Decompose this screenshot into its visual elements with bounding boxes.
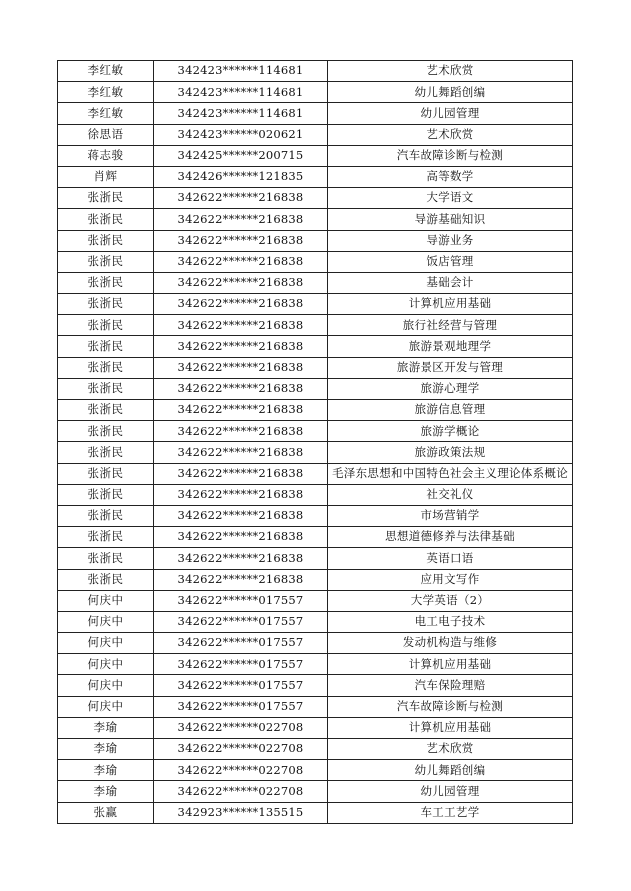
table-row	[58, 739, 573, 760]
name-cell: 张浙民	[58, 484, 154, 505]
course-cell: 高等数学	[328, 166, 573, 187]
table-row	[58, 166, 573, 187]
name-cell: 张赢	[58, 802, 154, 823]
id-number-cell: 342622******017557	[154, 611, 328, 632]
course-cell: 艺术欣赏	[328, 124, 573, 145]
id-number-cell: 342622******017557	[154, 696, 328, 717]
name-cell: 张浙民	[58, 209, 154, 230]
course-cell: 基础会计	[328, 272, 573, 293]
course-cell: 幼儿舞蹈创编	[328, 760, 573, 781]
name-cell: 张浙民	[58, 442, 154, 463]
id-number-cell: 342622******216838	[154, 209, 328, 230]
course-cell: 英语口语	[328, 548, 573, 569]
name-cell: 张浙民	[58, 336, 154, 357]
id-number-cell: 342622******216838	[154, 378, 328, 399]
table-row	[58, 505, 573, 526]
id-number-cell: 342622******022708	[154, 717, 328, 738]
id-number-cell: 342622******216838	[154, 400, 328, 421]
id-number-cell: 342423******114681	[154, 103, 328, 124]
table-row	[58, 633, 573, 654]
course-cell: 导游业务	[328, 230, 573, 251]
table-row	[58, 400, 573, 421]
table-row	[58, 251, 573, 272]
id-number-cell: 342622******216838	[154, 484, 328, 505]
table-row	[58, 527, 573, 548]
course-cell: 汽车故障诊断与检测	[328, 696, 573, 717]
id-number-cell: 342622******022708	[154, 760, 328, 781]
table-row	[58, 209, 573, 230]
course-cell: 旅游心理学	[328, 378, 573, 399]
name-cell: 张浙民	[58, 505, 154, 526]
course-cell: 幼儿园管理	[328, 103, 573, 124]
id-number-cell: 342622******216838	[154, 442, 328, 463]
table-row	[58, 145, 573, 166]
name-cell: 张浙民	[58, 357, 154, 378]
course-cell: 旅游景区开发与管理	[328, 357, 573, 378]
name-cell: 张浙民	[58, 251, 154, 272]
id-number-cell: 342622******216838	[154, 230, 328, 251]
table-row	[58, 272, 573, 293]
table-row	[58, 188, 573, 209]
records-table	[57, 60, 573, 824]
id-number-cell: 342423******114681	[154, 82, 328, 103]
course-cell: 饭店管理	[328, 251, 573, 272]
table-row	[58, 802, 573, 823]
table-row	[58, 654, 573, 675]
course-cell: 毛泽东思想和中国特色社会主义理论体系概论	[328, 463, 573, 484]
id-number-cell: 342923******135515	[154, 802, 328, 823]
name-cell: 肖辉	[58, 166, 154, 187]
id-number-cell: 342622******216838	[154, 188, 328, 209]
table-row	[58, 675, 573, 696]
id-number-cell: 342622******216838	[154, 548, 328, 569]
id-number-cell: 342622******017557	[154, 633, 328, 654]
table-row	[58, 696, 573, 717]
table-row	[58, 336, 573, 357]
name-cell: 张浙民	[58, 294, 154, 315]
table-row	[58, 548, 573, 569]
name-cell: 李瑜	[58, 739, 154, 760]
records-table-body	[58, 61, 573, 824]
name-cell: 张浙民	[58, 378, 154, 399]
name-cell: 张浙民	[58, 188, 154, 209]
table-row	[58, 82, 573, 103]
name-cell: 张浙民	[58, 527, 154, 548]
course-cell: 社交礼仪	[328, 484, 573, 505]
course-cell: 导游基础知识	[328, 209, 573, 230]
name-cell: 张浙民	[58, 421, 154, 442]
name-cell: 张浙民	[58, 315, 154, 336]
table-row	[58, 421, 573, 442]
course-cell: 旅游信息管理	[328, 400, 573, 421]
course-cell: 艺术欣赏	[328, 61, 573, 82]
table-row	[58, 717, 573, 738]
course-cell: 汽车保险理赔	[328, 675, 573, 696]
name-cell: 何庆中	[58, 696, 154, 717]
course-cell: 思想道德修养与法律基础	[328, 527, 573, 548]
course-cell: 市场营销学	[328, 505, 573, 526]
course-cell: 应用文写作	[328, 569, 573, 590]
course-cell: 电工电子技术	[328, 611, 573, 632]
id-number-cell: 342622******216838	[154, 272, 328, 293]
course-cell: 艺术欣赏	[328, 739, 573, 760]
course-cell: 幼儿舞蹈创编	[328, 82, 573, 103]
table-row	[58, 484, 573, 505]
table-row	[58, 103, 573, 124]
course-cell: 旅游政策法规	[328, 442, 573, 463]
table-row	[58, 315, 573, 336]
id-number-cell: 342622******216838	[154, 505, 328, 526]
id-number-cell: 342622******216838	[154, 421, 328, 442]
name-cell: 徐思语	[58, 124, 154, 145]
course-cell: 计算机应用基础	[328, 717, 573, 738]
id-number-cell: 342426******121835	[154, 166, 328, 187]
id-number-cell: 342423******114681	[154, 61, 328, 82]
table-row	[58, 781, 573, 802]
table-row	[58, 590, 573, 611]
name-cell: 李瑜	[58, 781, 154, 802]
id-number-cell: 342622******216838	[154, 357, 328, 378]
table-row	[58, 378, 573, 399]
name-cell: 张浙民	[58, 400, 154, 421]
id-number-cell: 342425******200715	[154, 145, 328, 166]
id-number-cell: 342622******216838	[154, 336, 328, 357]
name-cell: 张浙民	[58, 548, 154, 569]
id-number-cell: 342622******216838	[154, 294, 328, 315]
table-row	[58, 357, 573, 378]
id-number-cell: 342622******017557	[154, 675, 328, 696]
course-cell: 幼儿园管理	[328, 781, 573, 802]
table-row	[58, 760, 573, 781]
id-number-cell: 342622******017557	[154, 590, 328, 611]
name-cell: 李瑜	[58, 760, 154, 781]
name-cell: 何庆中	[58, 611, 154, 632]
course-cell: 车工工艺学	[328, 802, 573, 823]
id-number-cell: 342622******216838	[154, 527, 328, 548]
id-number-cell: 342622******216838	[154, 315, 328, 336]
table-row	[58, 61, 573, 82]
table-row	[58, 611, 573, 632]
name-cell: 何庆中	[58, 633, 154, 654]
name-cell: 蒋志骏	[58, 145, 154, 166]
name-cell: 李红敏	[58, 82, 154, 103]
name-cell: 张浙民	[58, 272, 154, 293]
course-cell: 汽车故障诊断与检测	[328, 145, 573, 166]
id-number-cell: 342423******020621	[154, 124, 328, 145]
id-number-cell: 342622******022708	[154, 739, 328, 760]
id-number-cell: 342622******216838	[154, 463, 328, 484]
course-cell: 旅游景观地理学	[328, 336, 573, 357]
course-cell: 发动机构造与维修	[328, 633, 573, 654]
course-cell: 旅行社经营与管理	[328, 315, 573, 336]
id-number-cell: 342622******216838	[154, 569, 328, 590]
name-cell: 张浙民	[58, 230, 154, 251]
table-row	[58, 569, 573, 590]
name-cell: 李瑜	[58, 717, 154, 738]
table-row	[58, 294, 573, 315]
table-row	[58, 124, 573, 145]
course-cell: 大学语文	[328, 188, 573, 209]
name-cell: 张浙民	[58, 569, 154, 590]
name-cell: 何庆中	[58, 675, 154, 696]
name-cell: 李红敏	[58, 103, 154, 124]
course-cell: 计算机应用基础	[328, 654, 573, 675]
table-row	[58, 442, 573, 463]
name-cell: 何庆中	[58, 590, 154, 611]
course-cell: 大学英语（2）	[328, 590, 573, 611]
course-cell: 计算机应用基础	[328, 294, 573, 315]
course-cell: 旅游学概论	[328, 421, 573, 442]
table-row	[58, 230, 573, 251]
table-row	[58, 463, 573, 484]
id-number-cell: 342622******022708	[154, 781, 328, 802]
name-cell: 张浙民	[58, 463, 154, 484]
name-cell: 李红敏	[58, 61, 154, 82]
id-number-cell: 342622******216838	[154, 251, 328, 272]
id-number-cell: 342622******017557	[154, 654, 328, 675]
name-cell: 何庆中	[58, 654, 154, 675]
